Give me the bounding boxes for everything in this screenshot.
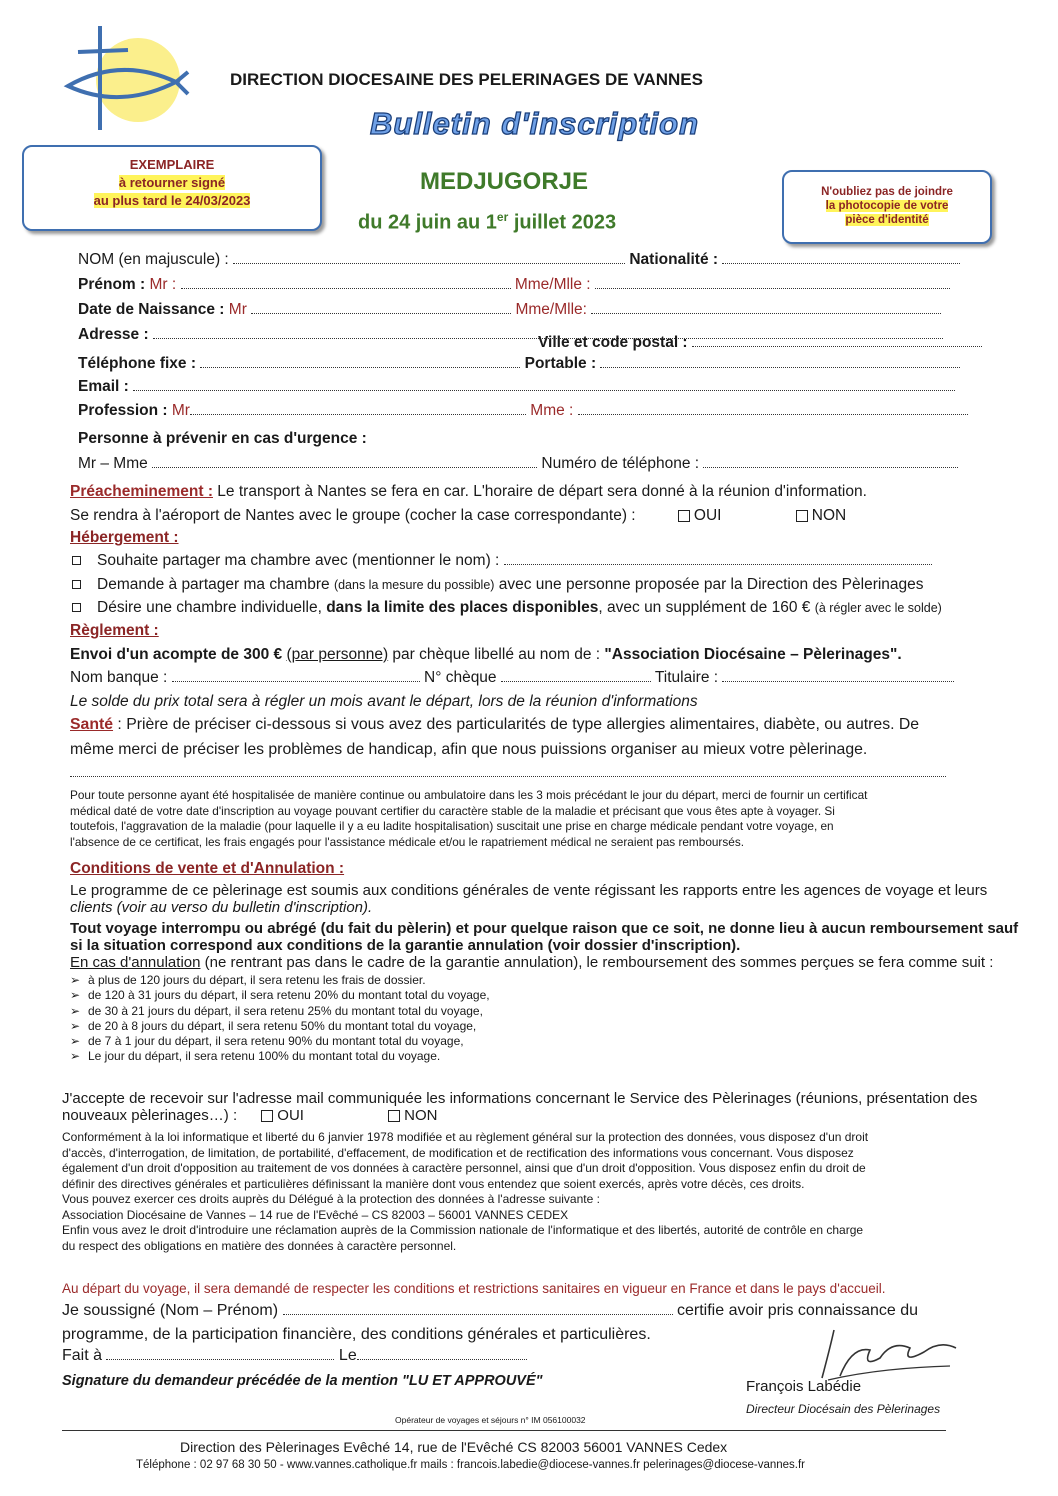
label-urgence-name: Mr – Mme xyxy=(78,455,148,472)
field-profession-mr[interactable] xyxy=(190,402,526,415)
rgpd-line7: Enfin vous avez le droit d'introduire une réclamation auprès de la Commission nationale de l'informatique et des libertés, autorité de contrôle en charge xyxy=(62,1223,864,1237)
checkbox-icon[interactable] xyxy=(72,580,81,589)
footer-contact: Téléphone : 02 97 68 30 50 - www.vannes.catholique.fr mails : francois.labedie@diocese-vannes.fr pelerinages@diocese-vannes.fr xyxy=(136,1459,806,1471)
checkbox-icon[interactable] xyxy=(261,1110,273,1122)
return-notice-line2: à retourner signé xyxy=(118,175,226,190)
label-soussigne: Je soussigné (Nom – Prénom) xyxy=(62,1302,279,1319)
destination-title: MEDJUGORJE xyxy=(420,168,589,195)
footer-divider xyxy=(62,1430,946,1431)
field-urgence-name[interactable] xyxy=(152,455,537,468)
trip-dates xyxy=(358,210,616,235)
rgpd-line4: définir des directives générales et particulières définissant la manière dont vous entendez que soient exercés, après votre décès, ces droits. xyxy=(62,1176,805,1191)
cancellation-item-3: de 30 à 21 jours du départ, il sera retenu 25% du montant total du voyage, xyxy=(88,1003,483,1018)
label-urgence: Personne à prévenir en cas d'urgence : xyxy=(78,430,367,447)
operator-number: Opérateur de voyages et séjours n° IM 056100032 xyxy=(395,1415,586,1425)
label-date-naissance: Date de Naissance : xyxy=(78,301,225,318)
hebergement-opt3d: (à régler avec le solde) xyxy=(814,601,942,615)
signature-line2: programme, de la participation financière, des conditions générales et particulières. xyxy=(62,1326,651,1343)
field-naissance-mme[interactable] xyxy=(591,301,941,314)
rgpd-line1: Conformément à la loi informatique et liberté du 6 janvier 1978 modifiée et au règlement général sur la protection des données, vous disposez d'un droit xyxy=(62,1130,869,1144)
section-sante: Santé xyxy=(70,716,114,733)
list-item xyxy=(70,973,490,988)
label-naissance-mr: Mr xyxy=(228,301,247,318)
sante-note-line1: Pour toute personne ayant été hospitalisée de manière continue ou ambulatoire dans les 3 mois précédant le jour du départ, merci de fournir un certificat xyxy=(70,788,868,802)
conditions-p2a: Tout voyage interrompu ou abrégé (du fait du pèlerin) et pour quelque raison que ce soit, ne donne lieu à aucun remboursement sauf xyxy=(70,920,1019,937)
label-urgence-tel: Numéro de téléphone : xyxy=(541,455,700,472)
arrow-bullet-icon: ➢ xyxy=(70,1034,81,1049)
consent-line2: nouveaux pèlerinages…) : xyxy=(62,1107,238,1124)
field-num-cheque[interactable] xyxy=(501,669,651,682)
list-item xyxy=(70,1019,490,1034)
reglement-solde: Le solde du prix total sera à régler un mois avant le départ, lors de la réunion d'informations xyxy=(70,693,698,710)
return-notice-line1: EXEMPLAIRE xyxy=(129,157,215,172)
arrow-bullet-icon: ➢ xyxy=(70,973,81,987)
list-item xyxy=(70,1049,490,1064)
label-nationalite: Nationalité : xyxy=(629,251,719,268)
hebergement-opt1: Souhaite partager ma chambre avec (mentionner le nom) : xyxy=(97,552,500,569)
checkbox-icon[interactable] xyxy=(678,510,690,522)
airport-oui: OUI xyxy=(693,507,722,524)
arrow-bullet-icon: ➢ xyxy=(70,1003,81,1018)
sante-text1: : Prière de préciser ci-dessous si vous avez des particularités de type allergies alimentaires, diabète, ou autres. De xyxy=(113,716,920,733)
rgpd-line5: Vous pouvez exercer ces droits auprès du Délégué à la protection des données à l'adresse suivante : xyxy=(62,1192,600,1206)
cancellation-item-5: de 7 à 1 jour du départ, il sera retenu 90% du montant total du voyage, xyxy=(88,1034,464,1049)
hebergement-opt3b: dans la limite des places disponibles xyxy=(326,599,599,616)
preacheminement-text: Le transport à Nantes se fera en car. L'horaire de départ sera donné à la réunion d'information. xyxy=(213,483,867,500)
field-nationalite[interactable] xyxy=(722,251,960,264)
field-nom[interactable] xyxy=(233,251,625,264)
label-telephone: Téléphone fixe : xyxy=(78,355,196,372)
hebergement-opt2b: (dans la mesure du possible) xyxy=(333,578,495,592)
cancellation-item-2: de 120 à 31 jours du départ, il sera retenu 20% du montant total du voyage, xyxy=(88,988,490,1003)
field-prenom-mr[interactable] xyxy=(181,276,511,289)
label-naissance-mme: Mme/Mlle: xyxy=(515,301,587,318)
field-roommate[interactable] xyxy=(504,552,932,565)
conditions-p2b: si la situation correspond aux conditions de la garantie annulation (voir dossier d'inscription). xyxy=(70,937,741,954)
id-reminder-box xyxy=(782,170,992,244)
cancellation-item-6: Le jour du départ, il sera retenu 100% du montant total du voyage. xyxy=(88,1049,441,1064)
rgpd-line3: également d'un droit d'opposition au traitement de vos données à caractère personnel, ainsi que d'un droit d'opposition. Vous disposez enfin du droit de xyxy=(62,1161,866,1175)
field-telephone[interactable] xyxy=(200,355,520,368)
label-profession-mme: Mme : xyxy=(530,402,574,419)
signature-mention: Signature du demandeur précédée de la mention "LU ET APPROUVÉ" xyxy=(62,1373,543,1389)
trip-dates-sup: er xyxy=(496,210,509,224)
field-titulaire[interactable] xyxy=(722,669,954,682)
id-reminder-line3: pièce d'identité xyxy=(845,214,929,226)
director-name: François Labédie xyxy=(746,1378,862,1395)
id-reminder-line2: la photocopie de votre xyxy=(825,200,949,212)
checkbox-icon[interactable] xyxy=(796,510,808,522)
sante-text2: même merci de préciser les problèmes de handicap, afin que nous puissions organiser au mieux votre pèlerinage. xyxy=(70,741,868,758)
trip-dates-start: du 24 juin au 1 xyxy=(358,211,497,234)
reglement-cheque: par chèque libellé au nom de : xyxy=(388,646,605,663)
reglement-association: "Association Diocésaine – Pèlerinages". xyxy=(604,646,902,663)
field-fait-a[interactable] xyxy=(106,1347,334,1360)
arrow-bullet-icon: ➢ xyxy=(70,1049,81,1064)
label-fait-a: Fait à xyxy=(62,1347,103,1364)
checkbox-icon[interactable] xyxy=(72,603,81,612)
label-nom: NOM (en majuscule) : xyxy=(78,251,229,268)
arrow-bullet-icon: ➢ xyxy=(70,988,81,1003)
trip-dates-end: juillet 2023 xyxy=(508,211,617,234)
arrow-bullet-icon: ➢ xyxy=(70,1018,81,1033)
section-preacheminement: Préacheminement : xyxy=(70,483,213,500)
hebergement-opt3c: , avec un supplément de 160 € xyxy=(598,599,815,616)
org-title: DIRECTION DIOCESAINE DES PELERINAGES DE VANNES xyxy=(230,70,703,89)
sante-note-line2: médical daté de votre date d'inscription au voyage pouvant certifier du caractère stable de la maladie et précisant que vous êtes apte à voyager. Si xyxy=(70,803,835,818)
section-hebergement: Hébergement : xyxy=(70,529,179,546)
section-reglement: Règlement : xyxy=(70,622,159,639)
footer-address: Direction des Pèlerinages Evêché 14, rue de l'Evêché CS 82003 56001 VANNES Cedex xyxy=(180,1439,728,1455)
field-urgence-tel[interactable] xyxy=(703,455,958,468)
cancellation-item-4: de 20 à 8 jours du départ, il sera retenu 50% du montant total du voyage, xyxy=(88,1018,477,1033)
reglement-par-personne: (par personne) xyxy=(286,646,389,663)
conditions-p1a: Le programme de ce pèlerinage est soumis aux conditions générales de vente régissant les rapports entre les agences de voyage et leurs xyxy=(70,882,988,899)
label-prenom-mr: Mr : xyxy=(149,276,177,293)
consent-non: NON xyxy=(404,1107,438,1124)
label-nom-banque: Nom banque : xyxy=(70,669,168,686)
field-profession-mme[interactable] xyxy=(578,402,968,415)
rgpd-line8: du respect des obligations en matière des données à caractère personnel. xyxy=(62,1238,457,1253)
list-item xyxy=(70,1034,490,1049)
airport-non: NON xyxy=(811,507,847,524)
field-naissance-mr[interactable] xyxy=(251,301,511,314)
list-item xyxy=(70,988,490,1003)
field-nom-banque[interactable] xyxy=(172,669,420,682)
checkbox-icon[interactable] xyxy=(72,556,81,565)
form-title: Bulletin d'inscription xyxy=(370,106,700,141)
fish-cross-logo-icon xyxy=(60,12,190,132)
field-email[interactable] xyxy=(133,378,955,391)
sante-note-line4: l'absence de ce certificat, les frais engagés pour l'assistance médicale et/ou le rapatriement médical ne seraient pas remboursés. xyxy=(70,834,745,849)
section-conditions: Conditions de vente et d'Annulation : xyxy=(70,860,345,877)
return-notice-line3: au plus tard le 24/03/2023 xyxy=(93,193,251,208)
id-reminder-line1: N'oubliez pas de joindre xyxy=(821,186,953,198)
field-portable[interactable] xyxy=(600,355,960,368)
field-sante[interactable] xyxy=(70,764,946,777)
return-notice-box xyxy=(22,145,322,231)
consent-line1: J'accepte de recevoir sur l'adresse mail communiquée les informations concernant le Service des Pèlerinages (réunions, présentation des xyxy=(62,1090,978,1107)
label-prenom: Prénom : xyxy=(78,276,146,293)
label-portable: Portable : xyxy=(524,355,597,372)
director-title: Directeur Diocésain des Pèlerinages xyxy=(746,1402,941,1416)
field-prenom-mme[interactable] xyxy=(595,276,950,289)
signature-certifie: certifie avoir pris connaissance du xyxy=(677,1302,919,1319)
label-prenom-mme: Mme/Mlle : xyxy=(514,276,591,293)
cancellation-item-1: à plus de 120 jours du départ, il sera retenu les frais de dossier. xyxy=(88,973,426,987)
list-item xyxy=(70,1004,490,1019)
label-profession: Profession : xyxy=(78,402,168,419)
sante-note-line3: toutefois, l'aggravation de la maladie (pour laquelle il y a eu ladite hospitalisation) suscitait une prise en charge médicale pendant votre voyage, en xyxy=(70,819,834,833)
field-le[interactable] xyxy=(357,1347,527,1360)
label-num-cheque: N° chèque xyxy=(424,669,497,686)
conditions-p1b: clients (voir au verso du bulletin d'inscription). xyxy=(70,899,373,916)
rgpd-line2: d'accès, d'interrogation, de limitation, de portabilité, d'effacement, de modification et de rectification des informations vous concernant. Vous disposez xyxy=(62,1145,854,1160)
conditions-p3a: En cas d'annulation xyxy=(70,954,201,971)
field-soussigne[interactable] xyxy=(283,1302,673,1315)
conditions-p3b: (ne rentrant pas dans le cadre de la garantie annulation), le remboursement des sommes perçues se fera comme suit : xyxy=(200,954,994,971)
consent-oui: OUI xyxy=(277,1107,304,1124)
label-adresse: Adresse : xyxy=(78,326,149,343)
field-ville[interactable] xyxy=(692,334,982,347)
label-le: Le xyxy=(338,1347,357,1364)
hebergement-opt2a: Demande à partager ma chambre xyxy=(97,576,334,593)
rgpd-line6: Association Diocésaine de Vannes – 14 rue de l'Evêché – CS 82003 – 56001 VANNES CEDEX xyxy=(62,1207,569,1222)
reglement-acompte: Envoi d'un acompte de 300 € xyxy=(70,646,287,663)
hebergement-opt2c: avec une personne proposée par la Direction des Pèlerinages xyxy=(494,576,924,593)
checkbox-icon[interactable] xyxy=(388,1110,400,1122)
label-ville: Ville et code postal : xyxy=(538,334,688,351)
hebergement-opt3a: Désire une chambre individuelle, xyxy=(97,599,327,616)
label-email: Email : xyxy=(78,378,129,395)
label-titulaire: Titulaire : xyxy=(654,669,719,686)
airport-question: Se rendra à l'aéroport de Nantes avec le groupe (cocher la case correspondante) : xyxy=(70,507,636,524)
sanitary-notice: Au départ du voyage, il sera demandé de respecter les conditions et restrictions sanitaires en vigueur en France et dans le pays d'accueil. xyxy=(62,1281,886,1296)
label-profession-mr: Mr xyxy=(171,402,190,419)
